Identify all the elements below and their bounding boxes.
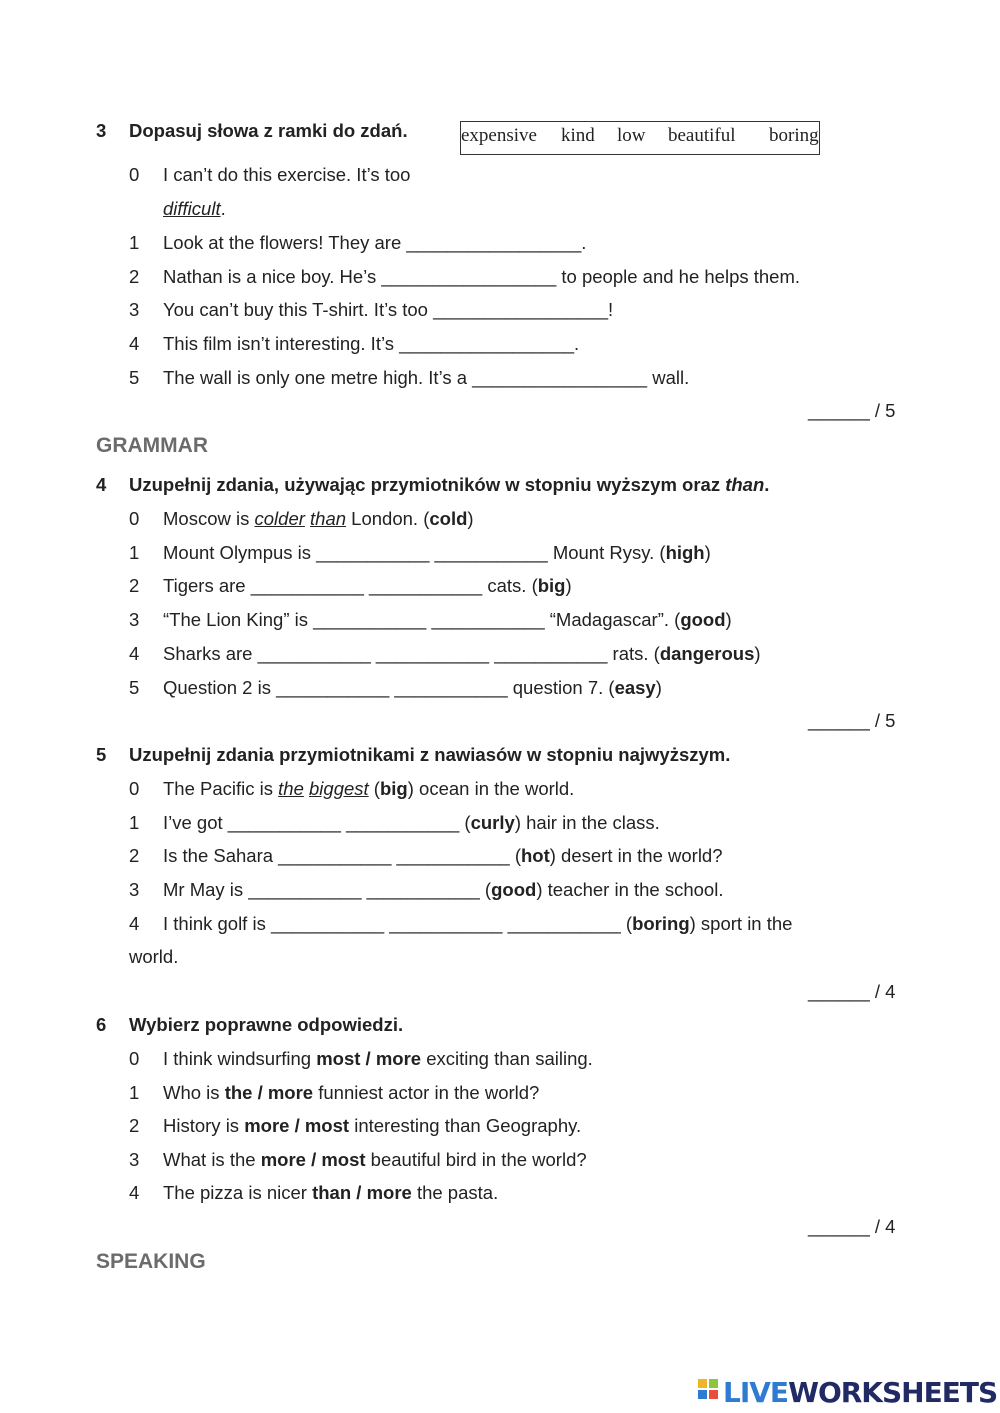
ex5-item-text: ) teacher in the school.: [536, 879, 724, 900]
ex3-item-0-text: I can’t do this exercise. It’s too: [163, 164, 411, 185]
ex6-item-4: [163, 1182, 498, 1204]
ex6-number: 6: [96, 1014, 107, 1035]
ex5-item-text: ) ocean in the world.: [407, 778, 575, 799]
ex4-adjective: high: [665, 542, 705, 563]
ex6-item-number: 1: [129, 1082, 140, 1103]
ex4-adjective: good: [680, 609, 726, 630]
logo-mark-icon: [698, 1377, 720, 1407]
ex4-instruction-end: .: [764, 474, 770, 495]
ex3-item-4-text[interactable]: This film isn’t interesting. It’s _________________.: [163, 333, 580, 354]
liveworksheets-logo: [698, 1375, 997, 1409]
ex3-number: 3: [96, 120, 107, 141]
ex6-item-1: [163, 1082, 539, 1104]
ex6-item-0: [163, 1048, 593, 1070]
ex3-item-number: 3: [129, 299, 140, 320]
ex4-item-text: ): [704, 542, 711, 563]
ex4-item-text: ): [467, 508, 474, 529]
ex3-item-number: 1: [129, 232, 140, 253]
ex4-adjective: big: [537, 575, 566, 596]
logo-text-worksheets: WORKSHEETS: [788, 1375, 998, 1409]
ex3-item-number: 4: [129, 333, 140, 354]
ex5-item-number: 4: [129, 913, 140, 934]
ex4-example-word: than: [310, 508, 347, 529]
ex6-item-text: Who is: [163, 1082, 225, 1103]
ex5-number: 5: [96, 744, 107, 765]
ex3-item-5-text[interactable]: The wall is only one metre high. It’s a _________________ wall.: [163, 367, 690, 388]
ex6-choice[interactable]: the / more: [224, 1082, 314, 1103]
ex6-instruction: Wybierz poprawne odpowiedzi.: [129, 1014, 404, 1035]
word-box: [460, 121, 820, 155]
ex6-item-text: What is the: [163, 1149, 261, 1170]
ex5-item-number: 1: [129, 812, 140, 833]
grammar-heading: GRAMMAR: [96, 434, 208, 457]
ex3-item-number: 2: [129, 266, 140, 287]
word-box-word: expensive: [461, 125, 537, 146]
ex5-item-text: Mr May is ___________ ___________ (: [163, 879, 492, 900]
ex6-item-number: 3: [129, 1149, 140, 1170]
ex4-item-5[interactable]: [163, 677, 662, 699]
ex6-item-text: I think windsurfing: [163, 1048, 317, 1069]
ex4-number: 4: [96, 474, 107, 495]
ex4-item-text: Sharks are ___________ ___________ ___________ rats. (: [163, 643, 660, 664]
ex5-item-text: I’ve got ___________ ___________ (: [163, 812, 471, 833]
ex4-item-number: 0: [129, 508, 140, 529]
ex4-item-number: 1: [129, 542, 140, 563]
ex6-item-number: 2: [129, 1115, 140, 1136]
logo-text: [723, 1376, 997, 1409]
ex5-item-text: (: [368, 778, 380, 799]
ex5-item-1[interactable]: [163, 812, 660, 834]
ex4-item-text: Moscow is: [163, 508, 255, 529]
ex6-item-text: the pasta.: [411, 1182, 499, 1203]
word-box-word: low: [617, 125, 646, 146]
ex5-score: ______ / 4: [808, 981, 896, 1002]
ex4-item-4[interactable]: [163, 643, 761, 665]
ex4-instruction: [129, 474, 769, 496]
ex6-choice[interactable]: more / most: [260, 1149, 366, 1170]
ex5-item-number: 3: [129, 879, 140, 900]
ex4-item-text: Tigers are ___________ ___________ cats. (: [163, 575, 538, 596]
ex6-item-number: 0: [129, 1048, 140, 1069]
ex4-item-2[interactable]: [163, 575, 572, 597]
ex4-example-word: colder: [254, 508, 305, 529]
ex4-item-0: [163, 508, 474, 530]
ex6-choice: most / more: [316, 1048, 422, 1069]
ex4-instruction-italic: than: [725, 474, 765, 495]
ex3-item-number: 5: [129, 367, 140, 388]
ex5-item-4-continuation: world.: [129, 946, 179, 967]
ex5-item-text: ) desert in the world?: [549, 845, 723, 866]
ex5-instruction: Uzupełnij zdania przymiotnikami z nawiasów w stopniu najwyższym.: [129, 744, 731, 765]
ex6-item-text: History is: [163, 1115, 245, 1136]
ex5-adjective: good: [491, 879, 537, 900]
ex5-adjective: curly: [470, 812, 515, 833]
ex5-example-word: biggest: [309, 778, 369, 799]
ex3-item-1-text[interactable]: Look at the flowers! They are _________________.: [163, 232, 587, 253]
ex4-item-text: ): [655, 677, 662, 698]
ex3-example-answer: difficult: [163, 198, 221, 219]
ex4-item-1[interactable]: [163, 542, 711, 564]
ex6-item-text: interesting than Geography.: [349, 1115, 582, 1136]
ex6-item-text: The pizza is nicer: [163, 1182, 313, 1203]
ex5-item-number: 2: [129, 845, 140, 866]
ex5-item-text: ) sport in the: [689, 913, 793, 934]
ex6-score: ______ / 4: [808, 1216, 896, 1237]
ex5-adjective: boring: [632, 913, 690, 934]
ex4-item-text: “The Lion King” is ___________ ___________ “Madagascar”. (: [163, 609, 681, 630]
ex4-item-text: ): [754, 643, 761, 664]
ex6-item-3: [163, 1149, 587, 1171]
ex5-item-number: 0: [129, 778, 140, 799]
ex3-item-2-text[interactable]: Nathan is a nice boy. He’s _________________ to people and he helps them.: [163, 266, 801, 287]
word-box-word: beautiful: [668, 125, 736, 146]
ex3-score: ______ / 5: [808, 400, 896, 421]
ex5-adjective: big: [379, 778, 408, 799]
ex6-item-2: [163, 1115, 581, 1137]
ex4-item-text: London. (: [346, 508, 430, 529]
ex4-instruction-text: Uzupełnij zdania, używając przymiotników w stopniu wyższym oraz: [129, 474, 726, 495]
ex4-item-text: Mount Olympus is ___________ ___________ Mount Rysy. (: [163, 542, 666, 563]
ex6-item-text: beautiful bird in the world?: [365, 1149, 587, 1170]
ex5-item-text: ) hair in the class.: [514, 812, 660, 833]
ex3-item-0-period: .: [220, 198, 226, 219]
logo-square: [709, 1379, 718, 1388]
ex4-adjective: dangerous: [659, 643, 755, 664]
ex3-item-3-text[interactable]: You can’t buy this T-shirt. It’s too _________________!: [163, 299, 614, 320]
ex4-item-number: 4: [129, 643, 140, 664]
ex4-item-number: 5: [129, 677, 140, 698]
ex6-choice[interactable]: than / more: [312, 1182, 412, 1203]
ex5-example-word: the: [278, 778, 304, 799]
ex4-item-text: ): [725, 609, 732, 630]
ex3-item-number: 0: [129, 164, 140, 185]
ex3-item-0-answer: [163, 198, 226, 220]
ex4-adjective: easy: [614, 677, 656, 698]
ex4-item-number: 3: [129, 609, 140, 630]
ex4-adjective: cold: [429, 508, 468, 529]
speaking-heading: SPEAKING: [96, 1250, 206, 1273]
ex4-item-text: Question 2 is ___________ ___________ question 7. (: [163, 677, 615, 698]
ex5-item-0: [163, 778, 574, 800]
ex6-item-text: exciting than sailing.: [421, 1048, 593, 1069]
ex4-item-text: ): [565, 575, 572, 596]
ex5-item-text: I think golf is ___________ ___________ ___________ (: [163, 913, 633, 934]
ex3-instruction: Dopasuj słowa z ramki do zdań.: [129, 120, 408, 141]
logo-text-live: LIVE: [723, 1375, 789, 1409]
word-box-word: boring: [769, 125, 819, 146]
ex5-item-text: Is the Sahara ___________ ___________ (: [163, 845, 521, 866]
logo-square: [709, 1390, 718, 1399]
word-box-word: kind: [561, 125, 595, 146]
ex5-item-4[interactable]: [163, 913, 792, 935]
ex6-choice[interactable]: more / most: [244, 1115, 350, 1136]
ex6-item-text: funniest actor in the world?: [313, 1082, 540, 1103]
logo-square: [698, 1379, 707, 1388]
logo-square: [698, 1390, 707, 1399]
ex5-item-2[interactable]: [163, 845, 723, 867]
ex6-item-number: 4: [129, 1182, 140, 1203]
ex4-item-3[interactable]: [163, 609, 732, 631]
ex4-item-number: 2: [129, 575, 140, 596]
ex5-item-text: The Pacific is: [163, 778, 279, 799]
ex5-adjective: hot: [520, 845, 550, 866]
ex5-item-3[interactable]: [163, 879, 723, 901]
ex4-score: ______ / 5: [808, 710, 896, 731]
